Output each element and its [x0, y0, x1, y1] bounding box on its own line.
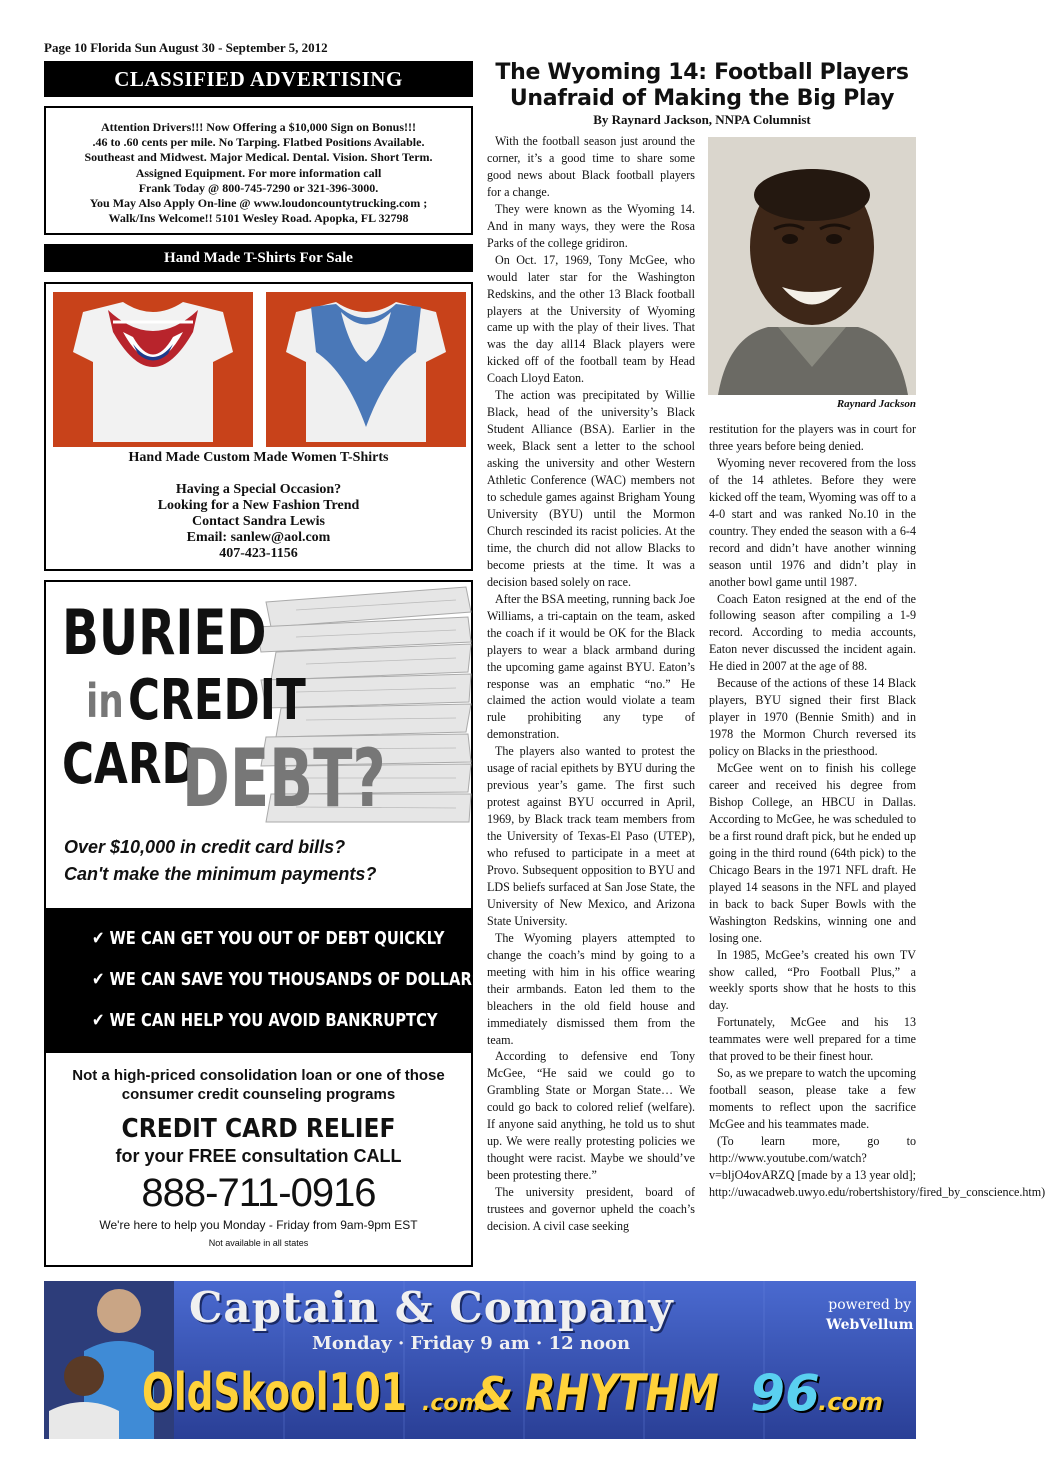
article-paragraph: The players also wanted to protest the usage of racial epithets by BYU during the previous year’s game. The first such protest against BYU occurred in April, 1969, by Black track team members from the University of Texas-El Paso (UTEP), who refused to participate in a meet at Provo. Subsequent opposition to BYU and LDS beliefs surfaced at San Jose State, the University of New Mexico, and Arizona State University.: [487, 744, 695, 928]
ampersand: &: [473, 1367, 514, 1421]
benefit-item: ✔ WE CAN HELP YOU AVOID BANKRUPTCY: [92, 1010, 438, 1031]
drivers-ad: [44, 106, 473, 235]
oldskool-suffix: .com: [422, 1391, 482, 1416]
debt-sub-1: Over $10,000 in credit card bills?: [64, 837, 346, 857]
article-paragraph: In 1985, McGee’s created his own TV show called, “Pro Football Plus,” a weekly sports show that he hosts to this day.: [709, 947, 916, 1013]
tshirt-line: Having a Special Occasion?: [175, 482, 342, 497]
benefit-item: ✔ WE CAN GET YOU OUT OF DEBT QUICKLY: [92, 928, 445, 949]
classified-banner: CLASSIFIED ADVERTISING: [44, 61, 473, 97]
article-paragraph: With the football season just around the corner, it’s a good time to share some good news about Black football players for a change.: [487, 134, 695, 199]
powered-by-label: powered by: [828, 1297, 912, 1313]
article-column-2: [709, 421, 1045, 1201]
radio-show-title: Captain & Company: [189, 1283, 674, 1332]
debt-headline-credit: CREDIT: [128, 668, 306, 733]
oldskool-logo: OldSkool101: [142, 1363, 407, 1423]
debt-note: consumer credit counseling programs: [121, 1086, 396, 1103]
article-paragraph: Coach Eaton resigned at the end of the following season after compiling a 1-9 record. According to media accounts, Eaton never discussed the incident again. He died in 2007 at the age of 88.: [709, 591, 916, 674]
debt-subheadline: [64, 834, 376, 888]
tshirt-phone: 407-423-1156: [219, 546, 298, 561]
debt-phone[interactable]: 888-711-0916: [141, 1171, 376, 1215]
drivers-ad-line: You May Also Apply On-line @ www.loudoncountytrucking.com ;: [89, 196, 428, 211]
article-paragraph: Because of the actions of these 14 Black players, BYU signed their first Black player in 1970 (Bennie Smith) and in 1978 the Mormon Church reversed its policy on Blacks in the priesthood.: [709, 676, 916, 759]
drivers-ad-line: Walk/Ins Welcome!! 5101 Wesley Road. Apopka, FL 32798: [108, 211, 409, 226]
debt-headline-card: CARD: [62, 732, 198, 797]
debt-headline-buried: BURIED: [62, 596, 267, 669]
article-paragraph: According to defensive end Tony McGee, “He said we could go to Grambling State or Morgan State… We could go back to colored relief (welfare). If anyone said anything, he told us to shut up. We were really protesting policies we thought were racist. Maybe we should’ve been protesting there.”: [487, 1049, 695, 1183]
debt-benefits: [46, 908, 483, 1053]
article-title-line: The Wyoming 14: Football Players: [495, 60, 909, 85]
drivers-ad-line: .46 to .60 cents per mile. No Tarping. Flatbed Positions Available.: [92, 135, 425, 150]
article-paragraph: So, as we prepare to watch the upcoming football season, please take a few moments to reflect upon the sacrifice McGee and his teammates made.: [709, 1066, 916, 1132]
drivers-ad-line: Assigned Equipment. For more information call: [135, 165, 382, 180]
article-paragraph: Fortunately, McGee and his 13 teammates were well prepared for a time that proved to be their finest hour.: [709, 1015, 916, 1064]
drivers-ad-line: Attention Drivers!!! Now Offering a $10,000 Sign on Bonus!!!: [101, 120, 416, 134]
station-logos: [142, 1363, 883, 1423]
tshirt-contact: [46, 482, 471, 562]
article-title-line: Unafraid of Making the Big Play: [509, 86, 895, 111]
article-paragraph: They were known as the Wyoming 14. And in many ways, they were the Rosa Parks of the college gridiron.: [487, 201, 695, 250]
article-title: [482, 60, 922, 112]
article-paragraph: After the BSA meeting, running back Joe Williams, a tri-captain on the team, asked the coach if it would be OK for the Black players to wear a black armband during the upcoming game against BYU. Eaton’s response was an emphatic “no.” He claimed the action would violate a team rule prohibiting any type of demonstration.: [487, 591, 695, 742]
debt-headline-debt: DEBT?: [182, 732, 386, 825]
drivers-ad-line: Frank Today @ 800-745-7290 or 321-396-3000.: [138, 180, 379, 195]
flag-shirt-photo: [53, 292, 253, 447]
debt-cta-text: for your FREE consultation CALL: [115, 1146, 402, 1166]
tshirt-line: Looking for a New Fashion Trend: [157, 498, 360, 513]
article-paragraph: The Wyoming players attempted to change the coach’s mind by going to a meeting with him in his office wearing their armbands. Eaton led them to the bleachers in the old field house and immediately dismissed them from the team.: [487, 930, 695, 1047]
article-paragraph: Wyoming never recovered from the loss of the 14 athletes. Before they were kicked off the team, Wyoming was off to a 4-0 start and was ranked No.10 in the country. They ended the season with a 6-4 record and didn’t have another winning season until 1976 and didn’t play in another bowl game until 1987.: [709, 455, 916, 589]
article-paragraph: restitution for the players was in court for three years before being denied.: [709, 422, 916, 453]
article-paragraph: McGee went on to finish his college career and received his degree from Bishop College, an HBCU in Dallas. According to McGee, he was scheduled to be a first round draft pick, but he ended up going in the third round (64th pick) to the Chicago Bears in the 1971 NFL draft. He played 14 seasons in the NFL and played in back to back Super Bowls with the Washington Redskins, winning one and losing one.: [709, 761, 916, 945]
drivers-ad-line: Southeast and Midwest. Major Medical. Dental. Vision. Short Term.: [84, 150, 433, 165]
article-byline: By Raynard Jackson, NNPA Columnist: [593, 112, 811, 127]
author-photo: [708, 137, 916, 395]
rhythm-number: 96: [750, 1364, 820, 1422]
tshirt-line: Contact Sandra Lewis: [191, 514, 325, 529]
radio-show-banner: [44, 1281, 916, 1439]
tshirt-ad: [44, 282, 473, 571]
tshirt-email: Email: sanlew@aol.com: [186, 530, 331, 545]
debt-brand: CREDIT CARD RELIEF: [121, 1114, 396, 1144]
radio-show-schedule: Monday · Friday 9 am · 12 noon: [312, 1333, 631, 1354]
article-paragraph: (To learn more, go to http://www.youtube.com/watch?v=bljO4ovARZQ [made by a 13 year old]; http://uwacadweb.uwyo.edu/robertshistory/fired_by_conscience.htm): [709, 1134, 1045, 1199]
article-column-1: [487, 133, 695, 1235]
powered-by: [826, 1295, 913, 1335]
article-paragraph: The action was precipitated by Willie Black, head of the university’s Black Student Alliance (BSA). Earlier in the week, Black sent a letter to the school asking the university and other Western Athletic Conference (WAC) members not to schedule games against Brigham Young University (BYU) until the Mormon Church rescinded its racist policies. At the time, the church did not allow Blacks to become priests at the time. It was a decision based solely on race.: [487, 388, 695, 589]
article-paragraph: The university president, board of trustees and governor upheld the coach’s decision. A civil case seeking: [487, 1185, 695, 1233]
tshirt-banner: Hand Made T-Shirts For Sale: [44, 244, 473, 272]
debt-hours: We're here to help you Monday - Friday from 9am-9pm EST: [99, 1218, 418, 1232]
denim-shirt-photo: [266, 292, 466, 447]
debt-note: Not a high-priced consolidation loan or one of those: [72, 1067, 445, 1084]
tshirt-caption: Hand Made Custom Made Women T-Shirts: [128, 450, 389, 465]
article-paragraph: On Oct. 17, 1969, Tony McGee, who would later star for the Washington Redskins, and the other 13 Black football players at the University of Wyoming came up with the play of their lives. That was the day all14 Black players were kicked off of the football team by Head Coach Lloyd Eaton.: [487, 252, 695, 386]
page-header: Page 10 Florida Sun August 30 - September 5, 2012: [44, 40, 328, 55]
rhythm-suffix: .com: [818, 1388, 883, 1416]
rhythm-logo: RHYTHM: [525, 1364, 719, 1422]
debt-cta: [46, 1066, 471, 1248]
powered-by-brand: WebVellum: [826, 1317, 914, 1333]
debt-sub-2: Can't make the minimum payments?: [64, 864, 377, 884]
photo-caption: Raynard Jackson: [836, 398, 916, 410]
debt-headline-in: in: [86, 674, 124, 728]
debt-disclaimer: Not available in all states: [208, 1238, 309, 1248]
credit-debt-ad: [44, 580, 483, 1267]
benefit-item: ✔ WE CAN SAVE YOU THOUSANDS OF DOLLARS: [92, 969, 483, 990]
